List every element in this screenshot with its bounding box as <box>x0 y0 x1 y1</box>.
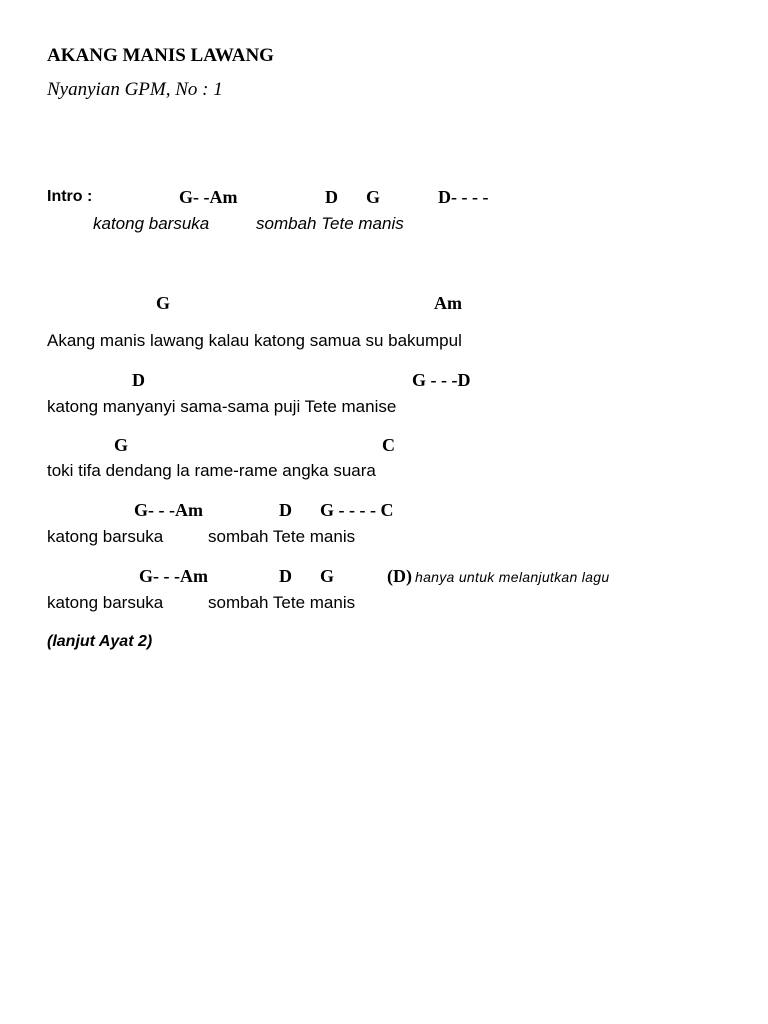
intro-label: Intro : <box>47 188 93 205</box>
song-subtitle: Nyanyian GPM, No : 1 <box>47 79 223 100</box>
verse-lyric: katong manyanyi sama-sama puji Tete manise <box>47 397 397 416</box>
chord: Am <box>434 293 462 313</box>
intro-lyric: sombah Tete manis <box>256 214 404 233</box>
chord-note: hanya untuk melanjutkan lagu <box>415 569 610 585</box>
verse-lyric: katong barsuka <box>47 527 164 546</box>
chord: D <box>279 566 292 586</box>
chord: G- - -Am <box>139 566 208 586</box>
intro-lyric: katong barsuka <box>93 214 210 233</box>
verse-lyric: sombah Tete manis <box>208 527 356 546</box>
chord: G- - -Am <box>134 500 203 520</box>
chord: G- -Am <box>179 187 238 207</box>
verse-lyric: sombah Tete manis <box>208 593 356 612</box>
chord: G - - -D <box>412 370 471 390</box>
verse-lyric: katong barsuka <box>47 593 164 612</box>
chord: C <box>382 435 395 455</box>
chord: G <box>114 435 129 455</box>
chord: G <box>320 566 335 586</box>
song-title: AKANG MANIS LAWANG <box>47 45 274 66</box>
chord: D- - - - <box>438 187 489 207</box>
chord: G - - - - C <box>320 500 394 520</box>
chord: D <box>132 370 145 390</box>
chord: G <box>156 293 171 313</box>
chord: (D) <box>387 566 412 586</box>
verse-lyric: Akang manis lawang kalau katong samua su bakumpul <box>47 331 462 350</box>
verse-lyric: toki tifa dendang la rame-rame angka suara <box>47 461 376 480</box>
chord: G <box>366 187 381 207</box>
continue-note: (lanjut Ayat 2) <box>47 633 153 650</box>
chord: D <box>279 500 292 520</box>
chord: D <box>325 187 338 207</box>
